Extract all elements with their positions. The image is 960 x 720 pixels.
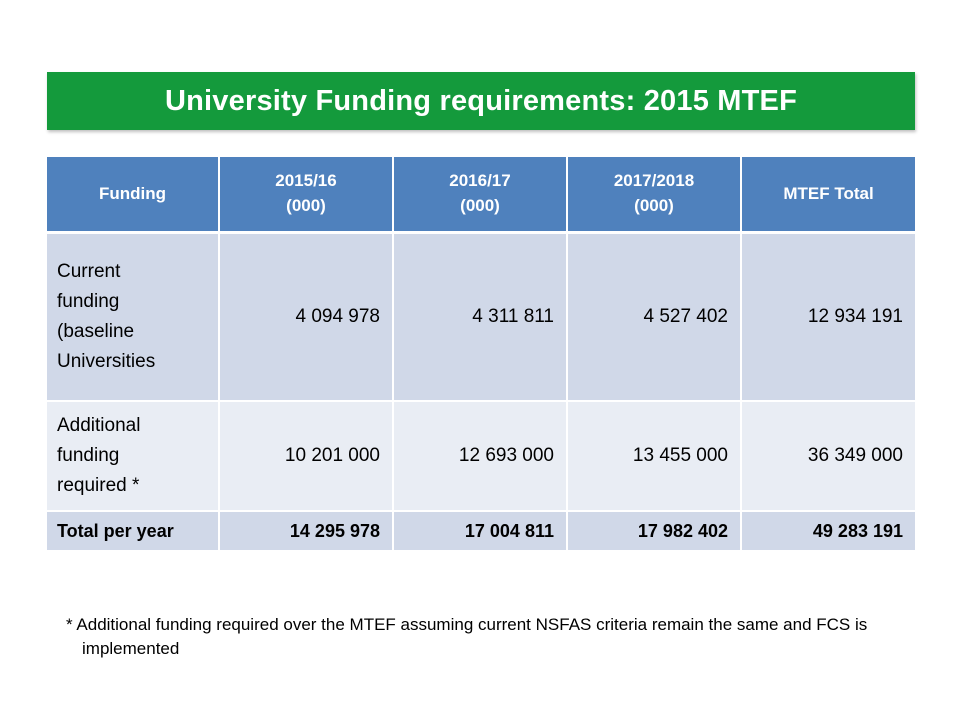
cell-total-2015-16: 14 295 978	[219, 511, 393, 551]
cell-current-2015-16: 4 094 978	[219, 233, 393, 402]
title-banner	[47, 72, 915, 130]
table-row-current-funding	[47, 233, 915, 402]
cell-total-2017-2018: 17 982 402	[567, 511, 741, 551]
header-2017-2018: 2017/2018 (000)	[567, 157, 741, 233]
cell-total-mtef-total: 49 283 191	[741, 511, 915, 551]
header-mtef-total: MTEF Total	[741, 157, 915, 233]
row-label-total-per-year: Total per year	[47, 511, 219, 551]
table-header-row	[47, 157, 915, 233]
header-2015-16: 2015/16 (000)	[219, 157, 393, 233]
row-label-current-funding: Current funding (baseline Universities	[47, 233, 219, 402]
cell-current-mtef-total: 12 934 191	[741, 233, 915, 402]
header-2016-17: 2016/17 (000)	[393, 157, 567, 233]
cell-additional-2016-17: 12 693 000	[393, 401, 567, 511]
cell-additional-2017-2018: 13 455 000	[567, 401, 741, 511]
footnote: * Additional funding required over the MTEF assuming current NSFAS criteria remain the same and FCS is implemented	[66, 615, 868, 659]
funding-table	[47, 157, 915, 552]
cell-additional-2015-16: 10 201 000	[219, 401, 393, 511]
table-row-total-per-year	[47, 511, 915, 551]
header-funding: Funding	[47, 157, 219, 233]
cell-current-2017-2018: 4 527 402	[567, 233, 741, 402]
cell-additional-mtef-total: 36 349 000	[741, 401, 915, 511]
row-label-additional-funding: Additional funding required *	[47, 401, 219, 511]
table-row-additional-funding	[47, 401, 915, 511]
page-title: University Funding requirements: 2015 MTEF	[164, 84, 798, 117]
cell-current-2016-17: 4 311 811	[393, 233, 567, 402]
cell-total-2016-17: 17 004 811	[393, 511, 567, 551]
